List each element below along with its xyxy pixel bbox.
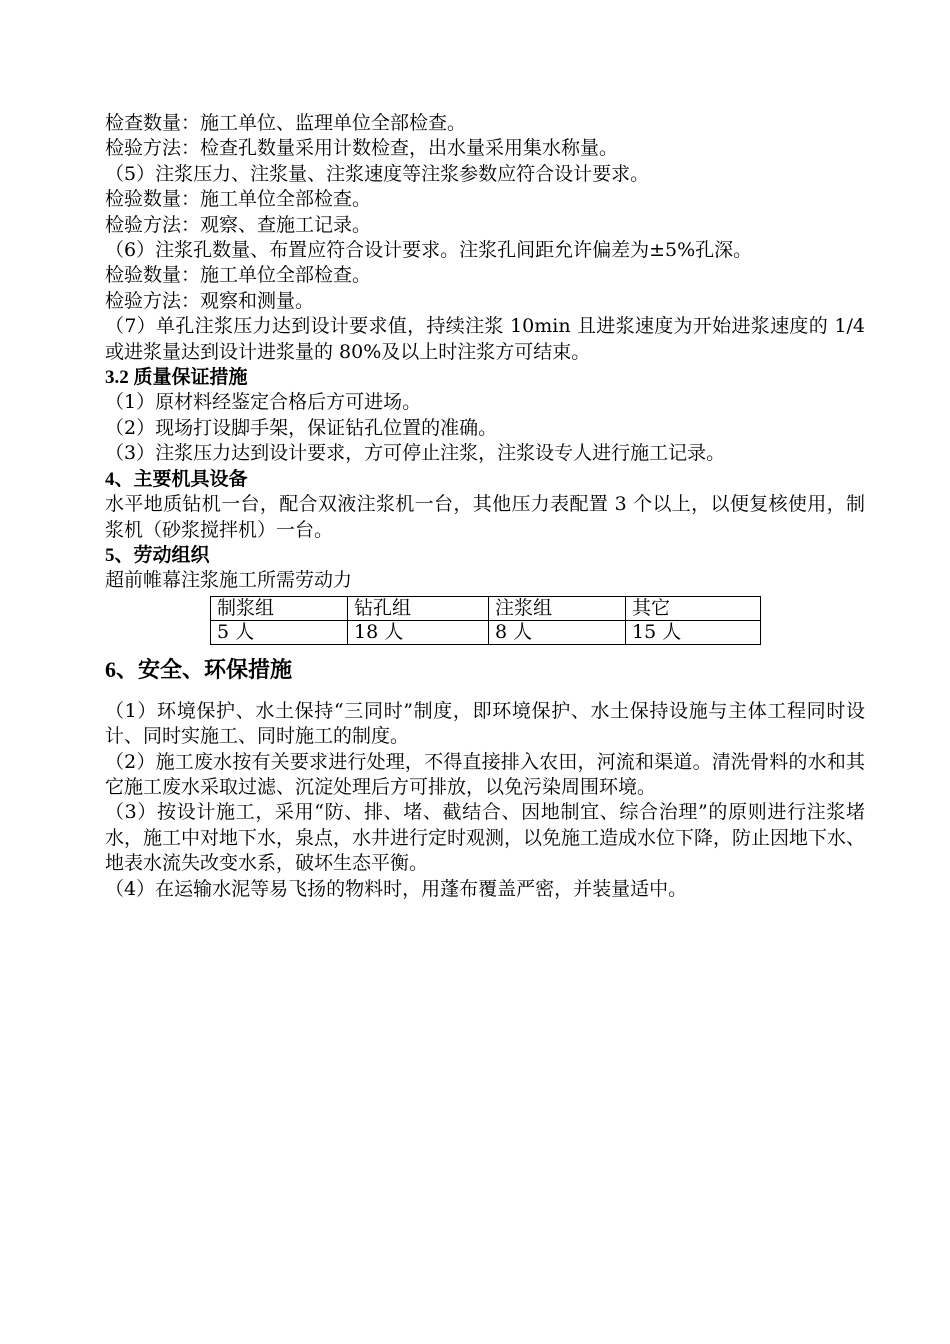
table-header-cell: 钻孔组 — [348, 596, 489, 620]
section-heading-3-2: 3.2 质量保证措施 — [105, 367, 248, 389]
text-line: （3）注浆压力达到设计要求，方可停止注浆，注浆设专人进行施工记录。 — [105, 442, 726, 465]
table-cell: 8 人 — [489, 620, 626, 644]
table-cell: 5 人 — [211, 620, 348, 644]
text-paragraph: （7）单孔注浆压力达到设计要求值，持续注浆 10min 且进浆速度为开始进浆速度的 1/4 或进浆量达到设计进浆量的 80%及以上时注浆方可结束。 — [105, 315, 865, 363]
text-line: （4）在运输水泥等易飞扬的物料时，用蓬布覆盖严密，并装量适中。 — [105, 877, 688, 900]
text-line: （1）原材料经鉴定合格后方可进场。 — [105, 391, 422, 414]
text-line: 检验方法：观察和测量。 — [105, 289, 315, 312]
table-cell: 15 人 — [626, 620, 761, 644]
text-line: 检验方法：检查孔数量采用计数检查，出水量采用集水称量。 — [105, 137, 619, 160]
document-page — [105, 111, 865, 902]
text-paragraph: （1）环境保护、水土保持“三同时”制度，即环境保护、水土保持设施与主体工程同时设计、同时实施工、同时施工的制度。 — [105, 699, 865, 748]
table-cell: 18 人 — [348, 620, 489, 644]
text-line: 检验数量：施工单位全部检查。 — [105, 264, 372, 287]
section-heading-4: 4、主要机具设备 — [105, 468, 248, 490]
text-paragraph: （2）施工废水按有关要求进行处理，不得直接排入农田，河流和渠道。清洗骨料的水和其它施工废水采取过滤、沉淀处理后方可排放，以免污染周围环境。 — [105, 750, 865, 798]
text-line: 超前帷幕注浆施工所需劳动力 — [105, 569, 353, 592]
labor-table — [210, 596, 761, 645]
text-line: 检查数量：施工单位、监理单位全部检查。 — [105, 112, 467, 134]
text-line: 检验方法：观察、查施工记录。 — [105, 213, 372, 236]
text-line: 检验数量：施工单位全部检查。 — [105, 188, 372, 211]
table-header-cell: 制浆组 — [211, 596, 348, 620]
text-line: （5）注浆压力、注浆量、注浆速度等注浆参数应符合设计要求。 — [105, 162, 650, 185]
table-row — [211, 596, 761, 620]
table-header-cell: 其它 — [626, 596, 761, 620]
table-row — [211, 620, 761, 644]
table-header-cell: 注浆组 — [489, 596, 626, 620]
text-line: （6）注浆孔数量、布置应符合设计要求。注浆孔间距允许偏差为±5%孔深。 — [105, 239, 753, 262]
text-paragraph: （3）按设计施工，采用“防、排、堵、截结合、因地制宜、综合治理”的原则进行注浆堵水，施工中对地下水，泉点，水井进行定时观测，以免施工造成水位下降，防止因地下水、地表水流失改变水系，破坏生态平衡。 — [105, 801, 866, 875]
text-paragraph: 水平地质钻机一台，配合双液注浆机一台，其他压力表配置 3 个以上，以便复核使用，制浆机（砂浆搅拌机）一台。 — [105, 493, 865, 541]
section-heading-6: 6、安全、环保措施 — [105, 656, 293, 682]
section-heading-5: 5、劳动组织 — [105, 544, 210, 566]
text-line: （2）现场打设脚手架，保证钻孔位置的准确。 — [105, 416, 498, 439]
